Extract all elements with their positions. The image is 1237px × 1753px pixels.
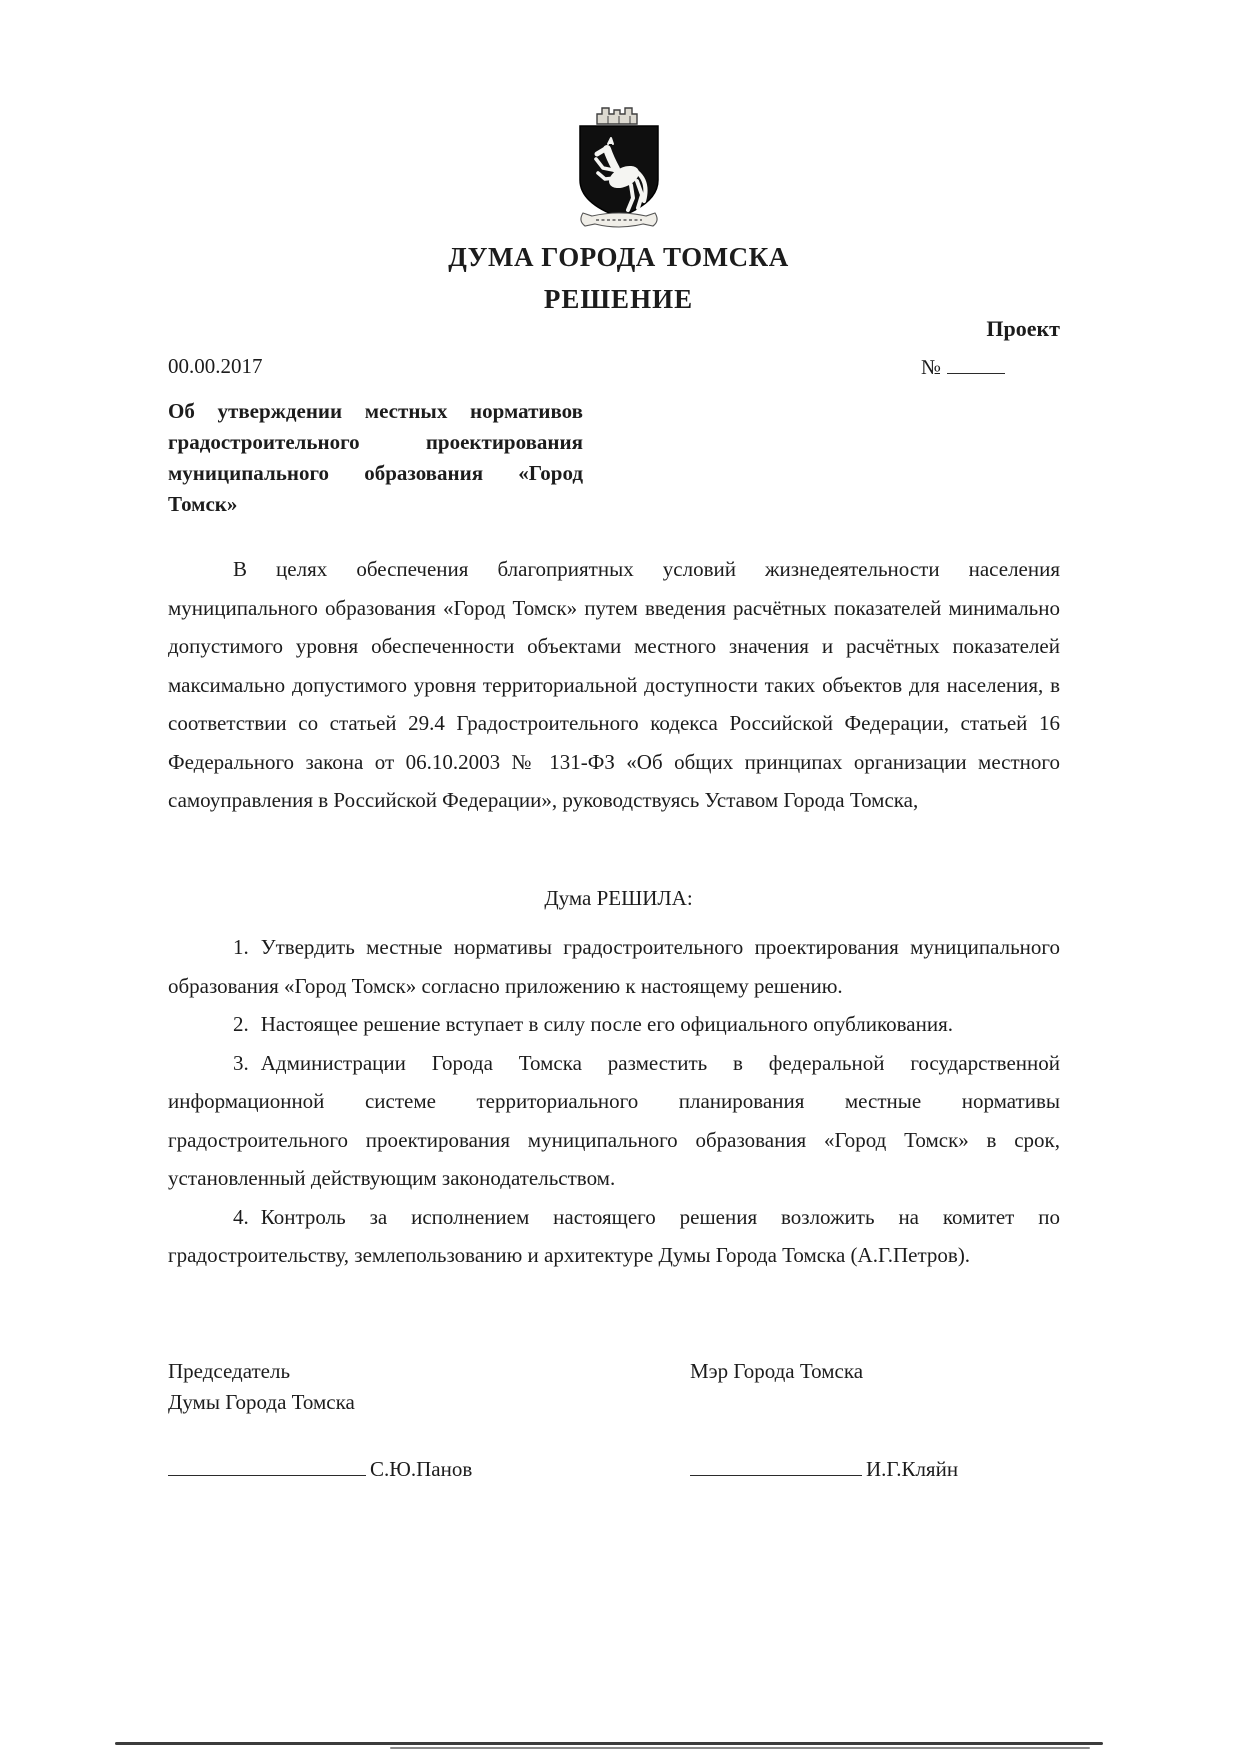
item-number: 1. bbox=[233, 935, 249, 959]
document-date: 00.00.2017 bbox=[168, 354, 263, 378]
scan-artifact-line bbox=[115, 1742, 1103, 1745]
item-text: Администрации Города Томска разместить в федеральной государственной информационной системе территориального планирования местные нормативы градостроительного проектирования муниципального образования «Город Томск» в срок, установленный действующим законодательством. bbox=[168, 1050, 1060, 1190]
number-blank-line bbox=[947, 352, 1005, 374]
item-number: 4. bbox=[233, 1204, 249, 1229]
draft-label: Проект bbox=[986, 316, 1060, 341]
crown-icon bbox=[597, 108, 637, 124]
item-text: Настоящее решение вступает в силу после его официального опубликования. bbox=[260, 1012, 953, 1036]
chairman-title-line2: Думы Города Томска bbox=[168, 1390, 355, 1414]
resolution-item-2 bbox=[168, 1005, 1060, 1044]
item-number: 2. bbox=[233, 1012, 249, 1036]
number-sign: № bbox=[920, 355, 941, 379]
document-subject: Об утверждении местных нормативов градостроительного проектирования муниципального образования «Город Томск» bbox=[168, 399, 583, 516]
organization-title: ДУМА ГОРОДА ТОМСКА bbox=[448, 242, 789, 272]
signature-row-left bbox=[168, 1454, 472, 1482]
signature-line-right bbox=[690, 1454, 862, 1476]
preamble-paragraph: В целях обеспечения благоприятных условий жизнедеятельности населения муниципального образования «Город Томск» путем введения расчётных показателей минимально допустимого уровня обеспеченности объектами местного значения и расчётных показателей максимально допустимого уровня территориальной доступности таких объектов для населения, в соответствии со статьей 29.4 Градостроительного кодекса Российской Федерации, статьей 16 Федерального закона от 06.10.2003 № 131-ФЗ «Об общих принципах организации местного самоуправления в Российской Федерации», руководствуясь Уставом Города Томска, bbox=[168, 557, 1060, 812]
chairman-name: С.Ю.Панов bbox=[370, 1457, 473, 1481]
scan-artifact-line-light bbox=[390, 1747, 1090, 1749]
signature-title-left bbox=[168, 1356, 355, 1418]
resolution-item-4 bbox=[168, 1198, 1060, 1275]
item-text: Утвердить местные нормативы градостроительного проектирования муниципального образования «Город Томск» согласно приложению к настоящему решению. bbox=[168, 935, 1060, 998]
signature-row-right bbox=[690, 1454, 958, 1482]
tomsk-coat-of-arms-icon bbox=[576, 98, 662, 238]
resolution-item-1 bbox=[168, 928, 1060, 1005]
resolution-item-3 bbox=[168, 1044, 1060, 1198]
signature-title-right: Мэр Города Томска bbox=[690, 1359, 864, 1383]
resolution-items bbox=[168, 928, 1060, 1275]
ribbon-icon bbox=[580, 213, 656, 227]
document-type-title: РЕШЕНИЕ bbox=[543, 284, 694, 314]
document-number bbox=[921, 352, 1005, 380]
resolution-heading: Дума РЕШИЛА: bbox=[544, 886, 693, 910]
coat-of-arms-svg bbox=[576, 98, 662, 238]
item-number: 3. bbox=[233, 1050, 249, 1075]
mayor-name: И.Г.Кляйн bbox=[866, 1457, 959, 1481]
signature-line-left bbox=[168, 1454, 366, 1476]
chairman-title-line1: Председатель bbox=[168, 1359, 291, 1383]
item-text: Контроль за исполнением настоящего решения возложить на комитет по градостроительству, землепользованию и архитектуре Думы Города Томска (А.Г.Петров). bbox=[168, 1204, 1060, 1267]
